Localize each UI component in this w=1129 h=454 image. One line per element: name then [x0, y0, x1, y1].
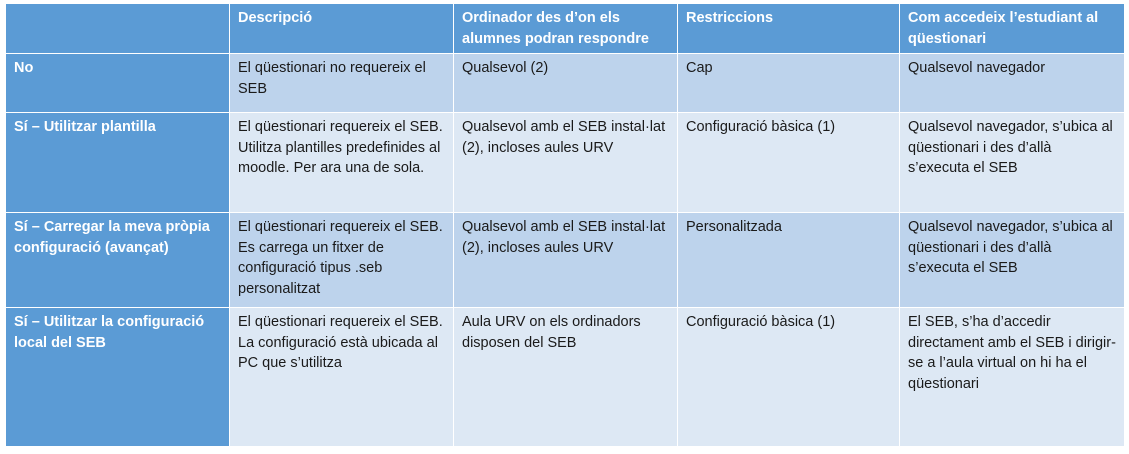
cell-ordinador: Aula URV on els ordinadors disposen del SEB — [454, 308, 678, 447]
table-row — [6, 213, 1125, 308]
header-ordinador: Ordinador des d’on els alumnes podran respondre — [454, 4, 678, 54]
cell-descripcio: El qüestionari requereix el SEB. La configuració està ubicada al PC que s’utilitza — [230, 308, 454, 447]
header-restriccions: Restriccions — [678, 4, 900, 54]
cell-ordinador: Qualsevol (2) — [454, 54, 678, 113]
cell-acces: Qualsevol navegador, s’ubica al qüestionari i des d’allà s’executa el SEB — [900, 113, 1125, 213]
cell-restriccions: Configuració bàsica (1) — [678, 113, 900, 213]
cell-acces: Qualsevol navegador, s’ubica al qüestionari i des d’allà s’executa el SEB — [900, 213, 1125, 308]
cell-restriccions: Configuració bàsica (1) — [678, 308, 900, 447]
header-descripcio: Descripció — [230, 4, 454, 54]
cell-acces: Qualsevol navegador — [900, 54, 1125, 113]
cell-restriccions: Personalitzada — [678, 213, 900, 308]
table-header-row — [6, 4, 1125, 54]
cell-descripcio: El qüestionari requereix el SEB. Utilitza plantilles predefinides al moodle. Per ara una de sola. — [230, 113, 454, 213]
row-label: Sí – Carregar la meva pròpia configuració (avançat) — [6, 213, 230, 308]
cell-restriccions: Cap — [678, 54, 900, 113]
cell-ordinador: Qualsevol amb el SEB instal·lat (2), incloses aules URV — [454, 213, 678, 308]
table-row — [6, 54, 1125, 113]
cell-ordinador: Qualsevol amb el SEB instal·lat (2), incloses aules URV — [454, 113, 678, 213]
header-empty-cell — [6, 4, 230, 54]
seb-options-table — [5, 3, 1125, 447]
row-label: Sí – Utilitzar plantilla — [6, 113, 230, 213]
cell-acces: El SEB, s’ha d’accedir directament amb el SEB i dirigir-se a l’aula virtual on hi ha el qüestionari — [900, 308, 1125, 447]
cell-descripcio: El qüestionari no requereix el SEB — [230, 54, 454, 113]
row-label: No — [6, 54, 230, 113]
cell-descripcio: El qüestionari requereix el SEB. Es carrega un fitxer de configuració tipus .seb personalitzat — [230, 213, 454, 308]
table-row — [6, 113, 1125, 213]
row-label: Sí – Utilitzar la configuració local del SEB — [6, 308, 230, 447]
table-row — [6, 308, 1125, 447]
header-acces: Com accedeix l’estudiant al qüestionari — [900, 4, 1125, 54]
